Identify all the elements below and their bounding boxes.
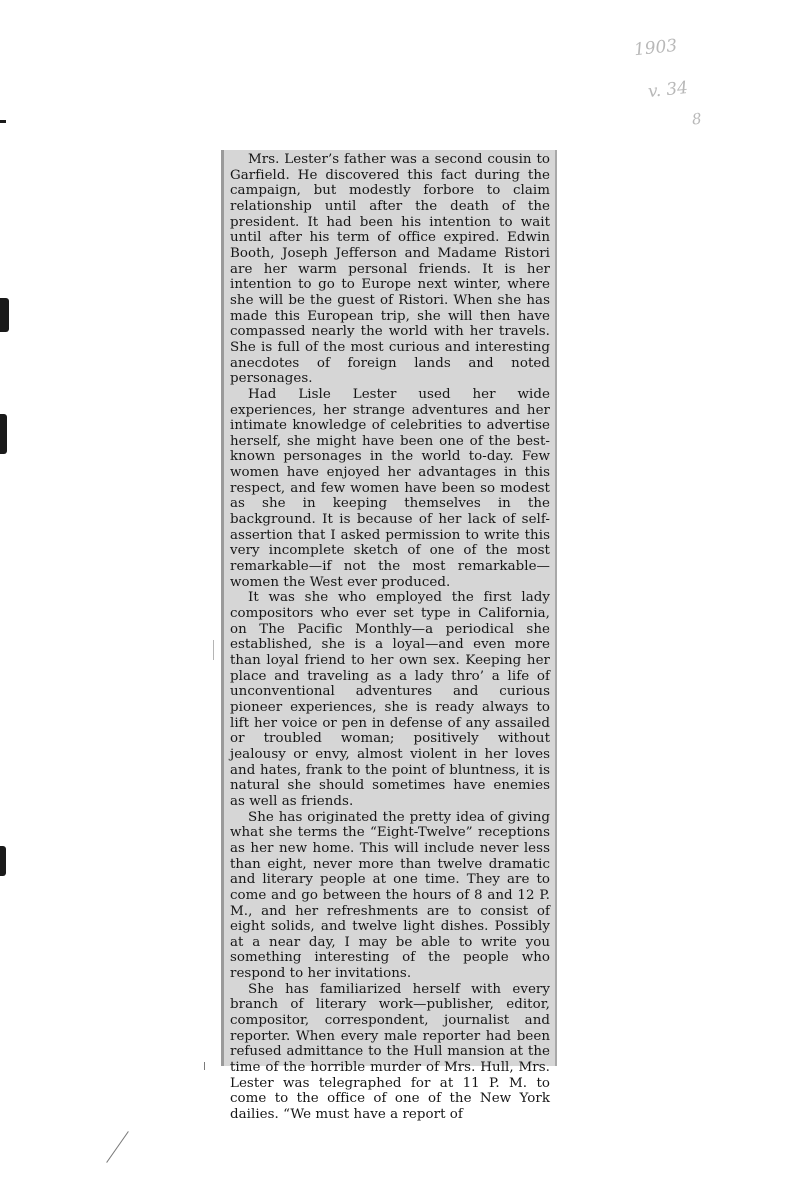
article-paragraph: She has familiarized herself with every branch of literary work—publisher, editor, compositor, correspondent, journalist and reporter. When every male reporter had been refused admittance to the Hull mansion at the time of the horrible murder of Mrs. Hull, Mrs. Lester was telegraphed for at 11 P. M. to come to the office of one of the New York dailies. “We must have a report of <box>230 981 550 1123</box>
article-paragraph: It was she who employed the first lady compositors who ever set type in California, on The Pacific Monthly—a periodical she established, she is a loyal—and even more than loyal friend to her own sex. Keeping her place and traveling as a lady thro’ a life of unconventional adventures and curious pioneer experiences, she is ready always to lift her voice or pen in defense of any assailed or troubled woman; positively without jealousy or envy, almost violent in her loves and hates, frank to the point of bluntness, it is natural she should sometimes have enemies as well as friends. <box>230 590 550 809</box>
article-paragraph: She has originated the pretty idea of giving what she terms the “Eight-Twelve” receptions as her new home. This will include never less than eight, never more than twelve dramatic and literary people at one time. They are to come and go between the hours of 8 and 12 P. M., and her refreshments are to consist of eight solids, and twelve light dishes. Possibly at a near day, I may be able to write you something interesting of the people who respond to her invitations. <box>230 809 550 982</box>
article-paragraph: Mrs. Lester’s father was a second cousin to Garfield. He discovered this fact during the campaign, but modestly forbore to claim relationship until after the death of the president. It had been his intention to wait until after his term of office expired. Edwin Booth, Joseph Jefferson and Madame Ristori are her warm personal friends. It is her intention to go to Europe next winter, where she will be the guest of Ristori. When she has made this European trip, she will then have compassed nearly the world with her travels. She is full of the most curious and interesting anecdotes of foreign lands and noted personages. <box>230 152 550 387</box>
handwritten-annotation-page: 8 <box>691 109 703 129</box>
pencil-stroke <box>106 1131 129 1163</box>
margin-mark <box>0 120 6 123</box>
pencil-stroke <box>213 640 214 660</box>
pencil-stroke <box>204 1062 205 1070</box>
article-paragraph: Had Lisle Lester used her wide experiences, her strange adventures and her intimate knowledge of celebrities to advertise herself, she might have been one of the best-known personages in the world to-day. Few women have enjoyed her advantages in this respect, and few women have been so modest as she in keeping themselves in the background. It is because of her lack of self-assertion that I asked permission to write this very incomplete sketch of one of the most remarkable—if not the most remarkable—women the West ever produced. <box>230 386 550 590</box>
margin-mark <box>0 414 7 454</box>
margin-mark <box>0 298 9 332</box>
handwritten-annotation-volume: v. 34 <box>647 77 689 103</box>
handwritten-annotation-year: 1903 <box>633 35 679 61</box>
newspaper-clipping <box>221 150 557 1123</box>
margin-mark <box>0 846 6 876</box>
